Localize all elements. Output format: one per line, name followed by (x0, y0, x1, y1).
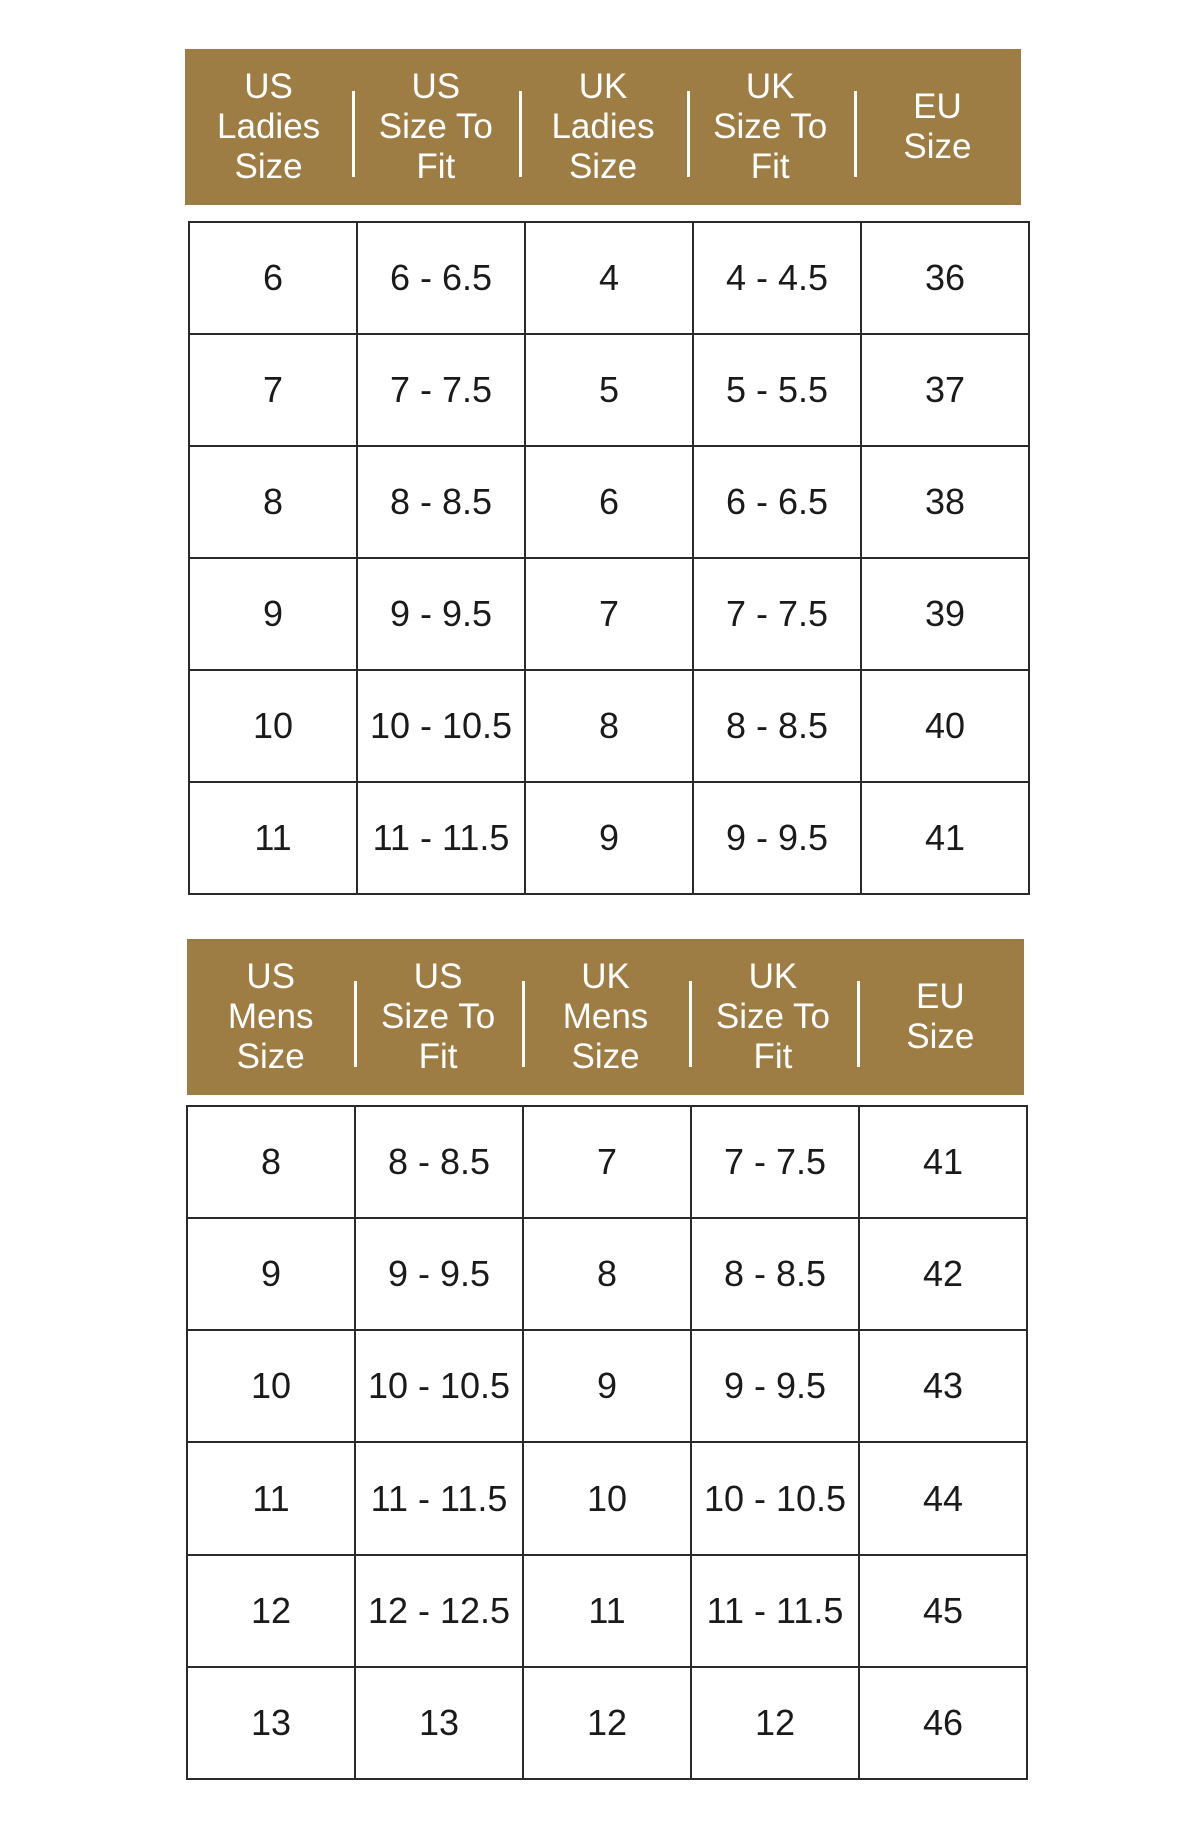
ladies-size-table (188, 221, 1030, 895)
header-uk-size-to-fit: UK Size To Fit (687, 49, 854, 205)
cell-us-fit: 8 - 8.5 (357, 446, 525, 558)
header-uk-ladies-size: UK Ladies Size (519, 49, 686, 205)
table-row (187, 1330, 1027, 1442)
cell-eu-size: 45 (859, 1555, 1027, 1667)
cell-us-size: 12 (187, 1555, 355, 1667)
cell-us-size: 9 (187, 1218, 355, 1330)
table-row (187, 1106, 1027, 1218)
mens-size-header (187, 939, 1024, 1095)
cell-us-size: 10 (189, 670, 357, 782)
cell-us-fit: 13 (355, 1667, 523, 1779)
cell-us-size: 8 (187, 1106, 355, 1218)
cell-uk-size: 9 (523, 1330, 691, 1442)
header-us-ladies-size: US Ladies Size (217, 67, 321, 186)
cell-uk-fit: 9 - 9.5 (693, 782, 861, 894)
cell-us-size: 10 (187, 1330, 355, 1442)
cell-uk-fit: 8 - 8.5 (693, 670, 861, 782)
cell-uk-size: 8 (523, 1218, 691, 1330)
ladies-size-header (185, 49, 1021, 205)
cell-us-size: 11 (187, 1442, 355, 1554)
cell-us-fit: 8 - 8.5 (355, 1106, 523, 1218)
table-row (187, 1555, 1027, 1667)
cell-us-size: 8 (189, 446, 357, 558)
cell-us-fit: 10 - 10.5 (355, 1330, 523, 1442)
cell-us-size: 9 (189, 558, 357, 670)
cell-us-fit: 9 - 9.5 (357, 558, 525, 670)
header-eu-size: EU Size (854, 49, 1021, 205)
cell-us-fit: 7 - 7.5 (357, 334, 525, 446)
table-row (189, 782, 1029, 894)
cell-uk-fit: 5 - 5.5 (693, 334, 861, 446)
cell-eu-size: 43 (859, 1330, 1027, 1442)
table-row (189, 558, 1029, 670)
cell-us-size: 11 (189, 782, 357, 894)
header-us-size-to-fit: US Size To Fit (354, 939, 521, 1095)
cell-uk-fit: 6 - 6.5 (693, 446, 861, 558)
cell-uk-fit: 10 - 10.5 (691, 1442, 859, 1554)
table-row (187, 1667, 1027, 1779)
cell-uk-fit: 4 - 4.5 (693, 222, 861, 334)
cell-eu-size: 39 (861, 558, 1029, 670)
mens-size-table (186, 1105, 1028, 1780)
cell-uk-fit: 12 (691, 1667, 859, 1779)
cell-eu-size: 41 (861, 782, 1029, 894)
cell-us-fit: 12 - 12.5 (355, 1555, 523, 1667)
cell-uk-size: 10 (523, 1442, 691, 1554)
cell-uk-size: 12 (523, 1667, 691, 1779)
cell-uk-size: 9 (525, 782, 693, 894)
cell-eu-size: 37 (861, 334, 1029, 446)
header-uk-size-to-fit: UK Size To Fit (689, 939, 856, 1095)
cell-uk-fit: 7 - 7.5 (693, 558, 861, 670)
header-uk-mens-size: UK Mens Size (522, 939, 689, 1095)
cell-uk-size: 7 (525, 558, 693, 670)
cell-uk-fit: 8 - 8.5 (691, 1218, 859, 1330)
table-row (189, 334, 1029, 446)
cell-uk-size: 4 (525, 222, 693, 334)
cell-uk-fit: 7 - 7.5 (691, 1106, 859, 1218)
cell-eu-size: 36 (861, 222, 1029, 334)
table-row (189, 670, 1029, 782)
cell-us-fit: 11 - 11.5 (355, 1442, 523, 1554)
cell-us-fit: 10 - 10.5 (357, 670, 525, 782)
cell-us-size: 13 (187, 1667, 355, 1779)
cell-us-fit: 9 - 9.5 (355, 1218, 523, 1330)
table-row (187, 1442, 1027, 1554)
header-us-mens-size: US Mens Size (227, 957, 314, 1076)
table-row (187, 1218, 1027, 1330)
cell-eu-size: 40 (861, 670, 1029, 782)
cell-eu-size: 44 (859, 1442, 1027, 1554)
cell-uk-size: 6 (525, 446, 693, 558)
cell-uk-size: 5 (525, 334, 693, 446)
cell-us-fit: 6 - 6.5 (357, 222, 525, 334)
cell-eu-size: 42 (859, 1218, 1027, 1330)
cell-uk-size: 8 (525, 670, 693, 782)
cell-us-fit: 11 - 11.5 (357, 782, 525, 894)
cell-eu-size: 41 (859, 1106, 1027, 1218)
cell-uk-size: 11 (523, 1555, 691, 1667)
cell-uk-fit: 9 - 9.5 (691, 1330, 859, 1442)
header-us-size-to-fit: US Size To Fit (352, 49, 519, 205)
cell-uk-fit: 11 - 11.5 (691, 1555, 859, 1667)
cell-eu-size: 46 (859, 1667, 1027, 1779)
header-eu-size: EU Size (857, 939, 1024, 1095)
cell-us-size: 7 (189, 334, 357, 446)
table-row (189, 446, 1029, 558)
cell-uk-size: 7 (523, 1106, 691, 1218)
table-row (189, 222, 1029, 334)
cell-us-size: 6 (189, 222, 357, 334)
cell-eu-size: 38 (861, 446, 1029, 558)
